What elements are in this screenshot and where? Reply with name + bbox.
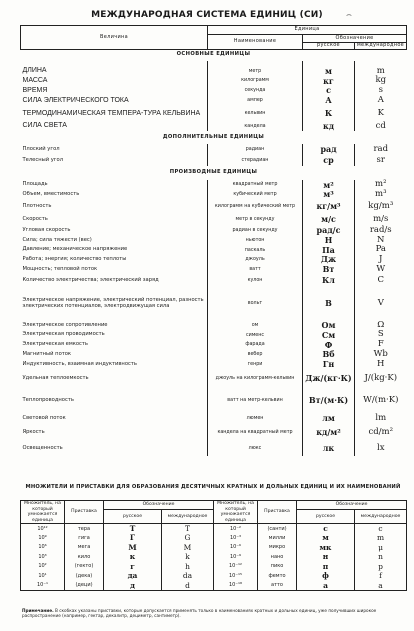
quantity-name: Индуктивность, взаимная индуктивность — [21, 360, 208, 370]
russian-symbol: См — [303, 330, 355, 340]
unit-name: люкс — [208, 442, 303, 456]
footnote-text: В скобках указаны приставки, которые допускается применять только в наименованиях кратных и дольных единиц, уже получивших широкое распространение (например, гектар, декалитр, дециметр, сантиметр). — [22, 608, 377, 619]
prefix-russian-symbol: г — [104, 562, 162, 572]
unit-name: килограмм на кубический метр — [208, 200, 303, 214]
unit-name: радиан — [208, 144, 303, 155]
prefix-name: кило — [65, 552, 104, 562]
prefix-header-multiplier: Множитель, на который умножается единица — [21, 501, 65, 524]
international-symbol: cd/m² — [368, 426, 394, 437]
header-designation: Обозначение — [303, 35, 407, 43]
unit-name: фарада — [208, 340, 303, 350]
prefix-russian-symbol: Г — [104, 533, 162, 543]
multiplier: 10¹² — [21, 524, 65, 534]
russian-symbol: кд — [303, 122, 355, 132]
russian-symbol: м — [303, 67, 355, 77]
header-russian: русское — [303, 43, 355, 50]
unit-name: кубический метр — [208, 190, 303, 200]
unit-name: джоуль — [208, 255, 303, 265]
footnote — [22, 608, 406, 619]
prefix-russian-symbol: да — [104, 571, 162, 581]
international-symbol: N — [377, 234, 385, 245]
prefix-header-russian-2: русское — [297, 509, 355, 523]
prefix-international-symbol: m — [355, 533, 407, 543]
unit-name: метр в секунду — [208, 214, 303, 226]
quantity-name: Электрическое сопротивление — [21, 321, 208, 331]
russian-symbol: Н — [303, 236, 355, 246]
unit-name: люмен — [208, 414, 303, 424]
prefix-russian-symbol: д — [104, 581, 162, 591]
prefix-name: микро — [258, 543, 297, 553]
quantity-name: Сила; сила тяжести (вес) — [21, 236, 208, 246]
section-basic: ОСНОВНЫЕ ЕДИНИЦЫ — [21, 50, 407, 61]
unit-name: генри — [208, 360, 303, 370]
prefix-name: атто — [258, 581, 297, 591]
prefix-name: мега — [65, 543, 104, 553]
quantity-name: Мощность; тепловой поток — [21, 265, 208, 275]
international-symbol: Wb — [373, 348, 388, 359]
section-derived: ПРОИЗВОДНЫЕ ЕДИНИЦЫ — [169, 169, 258, 176]
multiplier: 10⁻¹² — [214, 562, 258, 572]
russian-symbol: Па — [303, 245, 355, 255]
prefix-name: (санти) — [258, 524, 297, 534]
quantity-name: Давление; механическое напряжение — [21, 245, 208, 255]
russian-symbol: кг — [303, 76, 355, 86]
international-symbol: W/(m·K) — [363, 394, 399, 405]
quantity-name: Количество электричества; электрический заряд — [21, 275, 208, 287]
prefix-header-designation: Обозначение — [104, 501, 214, 510]
russian-symbol: лм — [303, 414, 355, 424]
prefix-international-symbol: G — [162, 533, 214, 543]
quantity-name: Яркость — [21, 424, 208, 442]
unit-name: метр — [208, 67, 303, 77]
prefix-header-prefix-2: Приставка — [258, 501, 297, 524]
international-symbol: lx — [377, 442, 385, 453]
prefix-name: (дека) — [65, 571, 104, 581]
russian-symbol: В — [303, 287, 355, 321]
header-international: международное — [355, 43, 407, 50]
international-symbol: m³ — [375, 189, 387, 200]
russian-symbol: кд/м² — [303, 424, 355, 442]
russian-symbol: Ом — [303, 321, 355, 331]
prefix-name: милли — [258, 533, 297, 543]
prefix-header-prefix: Приставка — [65, 501, 104, 524]
international-symbol: Pa — [375, 244, 386, 255]
international-symbol: s — [378, 85, 383, 96]
russian-symbol: рад/с — [303, 226, 355, 236]
multiplier: 10⁻¹ — [21, 581, 65, 591]
international-symbol: Ω — [377, 319, 385, 330]
multiplier: 10³ — [21, 552, 65, 562]
quantity-name: Теплопроводность — [21, 388, 208, 414]
header-quantity: Величина — [21, 26, 208, 50]
prefix-table — [20, 500, 407, 591]
international-symbol: cd — [375, 120, 386, 131]
prefix-russian-symbol: п — [297, 562, 355, 572]
russian-symbol: рад — [303, 144, 355, 155]
unit-name: кандела на квадратный метр — [208, 424, 303, 442]
unit-name: ньютон — [208, 236, 303, 246]
unit-name: вольт — [208, 287, 303, 321]
section-additional: ДОПОЛНИТЕЛЬНЫЕ ЕДИНИЦЫ — [162, 133, 265, 140]
quantity-name: Удельная теплоемкость — [21, 370, 208, 388]
quantity-name: Освещенность — [21, 442, 208, 456]
unit-name: стерадиан — [208, 155, 303, 166]
international-symbol: H — [377, 358, 385, 369]
unit-name: сименс — [208, 330, 303, 340]
prefix-international-symbol: a — [355, 581, 407, 591]
multiplier: 10⁻² — [214, 524, 258, 534]
prefix-header-designation-2: Обозначение — [297, 501, 407, 510]
russian-symbol: Вб — [303, 350, 355, 360]
prefix-international-symbol: k — [162, 552, 214, 562]
russian-symbol: лк — [303, 442, 355, 456]
quantity-name: МАССА — [21, 76, 208, 86]
multiplier: 10⁻³ — [214, 533, 258, 543]
prefix-russian-symbol: а — [297, 581, 355, 591]
russian-symbol: с — [303, 86, 355, 96]
prefix-russian-symbol: н — [297, 552, 355, 562]
international-symbol: K — [377, 107, 384, 118]
si-units-table — [20, 25, 407, 456]
header-name: Наименование — [208, 35, 303, 50]
prefix-russian-symbol: с — [297, 524, 355, 534]
unit-name: ом — [208, 321, 303, 331]
quantity-name: Телесный угол — [21, 155, 208, 166]
international-symbol: A — [377, 94, 384, 105]
quantity-name: Электрическая емкость — [21, 340, 208, 350]
russian-symbol: кг/м³ — [303, 200, 355, 214]
prefix-international-symbol: da — [162, 571, 214, 581]
prefix-russian-symbol: ф — [297, 571, 355, 581]
prefix-international-symbol: d — [162, 581, 214, 591]
russian-symbol: Дж/(кг·К) — [303, 370, 355, 388]
international-symbol: m² — [375, 179, 387, 190]
prefix-international-symbol: p — [355, 562, 407, 572]
unit-name: радиан в секунду — [208, 226, 303, 236]
multiplier: 10⁻⁶ — [214, 543, 258, 553]
quantity-name: Магнитный поток — [21, 350, 208, 360]
russian-symbol: Ф — [303, 340, 355, 350]
unit-name: килограмм — [208, 76, 303, 86]
russian-symbol: Вт/(м·К) — [303, 388, 355, 414]
prefix-header-russian: русское — [104, 509, 162, 523]
international-symbol: sr — [376, 154, 385, 165]
quantity-name: Световой поток — [21, 414, 208, 424]
international-symbol: lm — [375, 412, 387, 423]
russian-symbol: Дж — [303, 255, 355, 265]
international-symbol: kg/m³ — [368, 200, 394, 211]
quantity-name: Плотность — [21, 200, 208, 214]
unit-name: кельвин — [208, 106, 303, 122]
quantity-name: Угловая скорость — [21, 226, 208, 236]
international-symbol: J/(kg·K) — [364, 372, 398, 383]
international-symbol: F — [377, 339, 384, 350]
russian-symbol: м² — [303, 180, 355, 190]
prefix-international-symbol: M — [162, 543, 214, 553]
quantity-name: ДЛИНА — [21, 67, 208, 77]
international-symbol: kg — [375, 75, 387, 86]
prefix-international-symbol: μ — [355, 543, 407, 553]
unit-name: ватт — [208, 265, 303, 275]
international-symbol: C — [377, 274, 385, 285]
prefix-international-symbol: n — [355, 552, 407, 562]
footnote-label: Примечание. — [22, 608, 54, 613]
prefix-russian-symbol: м — [297, 533, 355, 543]
prefix-header-international-2: международное — [355, 509, 407, 523]
prefix-name: (деци) — [65, 581, 104, 591]
quantity-name: Электрическое напряжение, электрический потенциал, разность электрических потенциалов, электродвижущая сила — [21, 287, 208, 321]
header-unit: Единица — [208, 26, 407, 35]
unit-name: кандела — [208, 122, 303, 132]
prefix-name: пико — [258, 562, 297, 572]
prefix-international-symbol: f — [355, 571, 407, 581]
multiplier: 10⁻¹⁸ — [214, 581, 258, 591]
quantity-name: ВРЕМЯ — [21, 86, 208, 96]
prefix-international-symbol: c — [355, 524, 407, 534]
prefix-russian-symbol: мк — [297, 543, 355, 553]
unit-name: джоуль на килограмм-кельвин — [208, 370, 303, 388]
prefix-russian-symbol: М — [104, 543, 162, 553]
prefix-name: (гекто) — [65, 562, 104, 572]
unit-name: вебер — [208, 350, 303, 360]
multiplier: 10⁻⁹ — [214, 552, 258, 562]
international-symbol: V — [377, 297, 384, 308]
international-symbol: m — [376, 65, 385, 76]
quantity-name: Площадь — [21, 180, 208, 190]
international-symbol: J — [379, 254, 383, 265]
prefix-name: гига — [65, 533, 104, 543]
unit-name: паскаль — [208, 245, 303, 255]
russian-symbol: А — [303, 96, 355, 106]
prefix-international-symbol: T — [162, 524, 214, 534]
quantity-name: Плоский угол — [21, 144, 208, 155]
russian-symbol: Гн — [303, 360, 355, 370]
prefix-header-international: международное — [162, 509, 214, 523]
russian-symbol: Вт — [303, 265, 355, 275]
quantity-name: Скорость — [21, 214, 208, 226]
unit-name: секунда — [208, 86, 303, 96]
prefix-russian-symbol: Т — [104, 524, 162, 534]
international-symbol: S — [377, 329, 384, 340]
page-title: МЕЖДУНАРОДНАЯ СИСТЕМА ЕДИНИЦ (СИ) — [91, 10, 323, 20]
multiplier: 10¹ — [21, 571, 65, 581]
multiplier: 10⁻¹⁵ — [214, 571, 258, 581]
international-symbol: rad/s — [369, 224, 392, 235]
quantity-name: СИЛА ЭЛЕКТРИЧЕСКОГО ТОКА — [21, 96, 208, 106]
prefix-name: фемто — [258, 571, 297, 581]
multiplier: 10⁶ — [21, 543, 65, 553]
quantity-name: Работа; энергия; количество теплоты — [21, 255, 208, 265]
multiplier: 10⁹ — [21, 533, 65, 543]
russian-symbol: м/с — [303, 214, 355, 226]
prefix-title: МНОЖИТЕЛИ И ПРИСТАВКИ ДЛЯ ОБРАЗОВАНИЯ ДЕСЯТИЧНЫХ КРАТНЫХ И ДОЛЬНЫХ ЕДИНИЦ И ИХ НАИМЕНОВАНИЙ — [25, 484, 401, 490]
quantity-name: Объем, вместимость — [21, 190, 208, 200]
international-symbol: m/s — [373, 213, 389, 224]
unit-name: ампер — [208, 96, 303, 106]
quantity-name: Электрическая проводимость — [21, 330, 208, 340]
unit-name: кулон — [208, 275, 303, 287]
prefix-name: нано — [258, 552, 297, 562]
corner-mark: ⌢ — [346, 10, 352, 20]
russian-symbol: Кл — [303, 275, 355, 287]
international-symbol: rad — [373, 143, 389, 154]
prefix-name: тера — [65, 524, 104, 534]
prefix-russian-symbol: к — [104, 552, 162, 562]
multiplier: 10² — [21, 562, 65, 572]
russian-symbol: м³ — [303, 190, 355, 200]
unit-name: ватт на метр-кельвин — [208, 388, 303, 414]
unit-name: квадратный метр — [208, 180, 303, 190]
international-symbol: W — [376, 263, 386, 274]
russian-symbol: ср — [303, 155, 355, 166]
quantity-name: СИЛА СВЕТА — [21, 122, 208, 132]
prefix-header-multiplier-2: Множитель, на который умножается единица — [214, 501, 258, 524]
russian-symbol: К — [303, 106, 355, 122]
quantity-name: ТЕРМОДИНАМИЧЕСКАЯ ТЕМПЕРА-ТУРА КЕЛЬВИНА — [21, 106, 208, 122]
prefix-international-symbol: h — [162, 562, 214, 572]
